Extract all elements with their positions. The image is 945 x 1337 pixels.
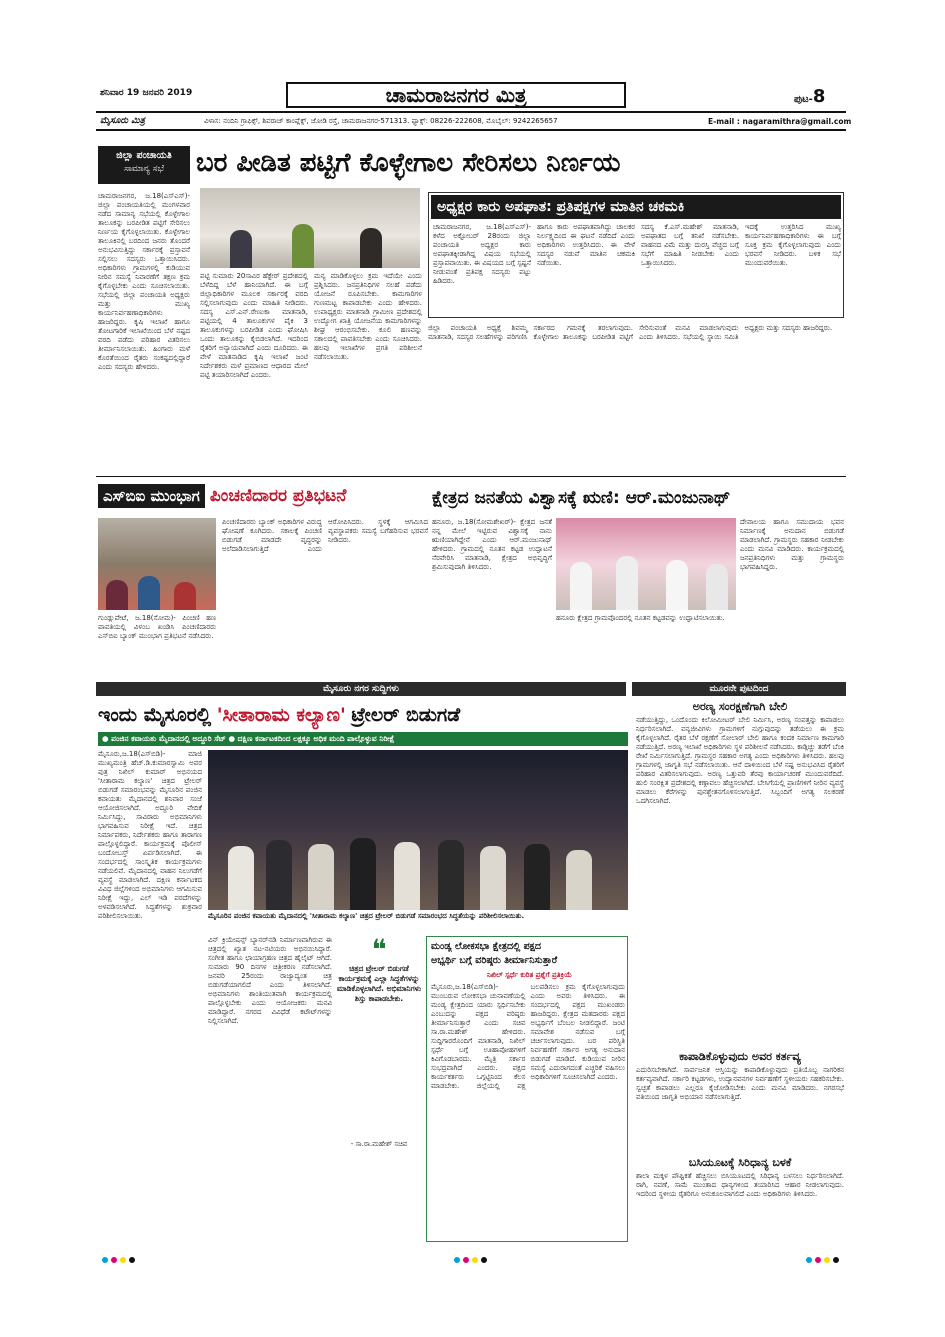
story6-box bbox=[426, 936, 628, 1242]
story2-col3: ಸದಸ್ಯ ಕೆ.ಎಸ್.ಮಹೇಶ್ ಮಾತನಾಡಿ, ಅಪಘಾತದ ಬಗ್ಗೆ ತನಿಖೆ ನಡೆಸಬೇಕು. ವಾಹನದ ವಿಮೆ ಮತ್ತು ದುರಸ್ತಿ ವೆಚ್ಚದ ಬಗ್ಗೆ ಸಭೆಗೆ ಮಾಹಿತಿ ನೀಡಬೇಕು ಎಂದು ಒತ್ತಾಯಿಸಿದರು. bbox=[641, 223, 739, 267]
story8-body: ಎದುರಿಸಬೇಕಾಗಿದೆ. ಸಾರ್ವಜನಿಕ ಆಸ್ತಿಯನ್ನು ಕಾಪಾಡಿಕೊಳ್ಳುವುದು ಪ್ರತಿಯೊಬ್ಬ ನಾಗರಿಕನ ಕರ್ತವ್ಯವಾಗಿದೆ. ಸರ್ಕಾರಿ ಕಟ್ಟಡಗಳು, ಉದ್ಯಾನವನಗಳ ನಿರ್ವಹಣೆಗೆ ಸ್ಥಳೀಯರು ಸಹಕರಿಸಬೇಕು. ಸ್ವಚ್ಛತೆ ಕಾಪಾಡಲು ಎಲ್ಲರೂ ಕೈಜೋಡಿಸಬೇಕು ಎಂದು ಮನವಿ ಮಾಡಿದರು. ನಗರಸಭೆ ವತಿಯಿಂದ ಜಾಗೃತಿ ಅಭಿಯಾನ ನಡೆಸಲಾಗುತ್ತಿದೆ. bbox=[636, 1066, 844, 1101]
masthead-rule-bottom bbox=[96, 129, 846, 131]
story2-headline: ಅಧ್ಯಕ್ಷರ ಕಾರು ಅಪಘಾತ: ಪ್ರತಿಪಕ್ಷಗಳ ಮಾತಿನ ಚಕಮಕಿ bbox=[431, 195, 841, 219]
story5-photo-caption: ಮೈಸೂರಿನ ಪಂಜಿನ ಕವಾಯತು ಮೈದಾನದಲ್ಲಿ 'ಸೀತಾರಾಮ ಕಲ್ಯಾಣ' ಚಿತ್ರದ ಟ್ರೇಲರ್ ಬಿಡುಗಡೆ ಸಮಾರಂಭದ ಸಿದ್ಧತೆಯನ್ನು ಪರಿಶೀಲಿಸಲಾಯಿತು. bbox=[208, 912, 525, 920]
story1-photo bbox=[200, 188, 420, 268]
story1-col3: ಮನ್ಯ ಮಾಡಿಕೊಳ್ಳಲು ಕ್ರಮ ಇದೆಯೇ ಎಂದು ಪ್ರಶ್ನಿಸಿದರು. ಜನಪ್ರತಿನಿಧಿಗಳ ಸಲಹೆ ಪಡೆದು ಯೋಜನೆ ರೂಪಿಸಬೇಕು. ಕಾಮಗಾರಿಗಳ ಗುಣಮಟ್ಟ ಕಾಪಾಡಬೇಕು ಎಂದು ಹೇಳಿದರು. ಉಪಾಧ್ಯಕ್ಷರು ಮಾತನಾಡಿ ಗ್ರಾಮೀಣ ಪ್ರದೇಶದಲ್ಲಿ ಉದ್ಯೋಗ ಖಾತ್ರಿ ಯೋಜನೆಯ ಕಾಮಗಾರಿಗಳನ್ನು ಶೀಘ್ರ ಆರಂಭಿಸಬೇಕು. ಕೂಲಿ ಹಣವನ್ನು ಸಕಾಲದಲ್ಲಿ ಪಾವತಿಸಬೇಕು ಎಂದು ಸೂಚಿಸಿದರು. ಹಲವು ಇಲಾಖೆಗಳ ಪ್ರಗತಿ ಪರಿಶೀಲನೆ ನಡೆಸಲಾಯಿತು. bbox=[314, 272, 422, 361]
story6-body: ಮೈಸೂರು,ಜ.18(ಎಸ್‌ಬಿಡಿ)- ಮುಂಬರುವ ಲೋಕಸಭಾ ಚುನಾವಣೆಯಲ್ಲಿ ಮಂಡ್ಯ ಕ್ಷೇತ್ರದಿಂದ ಯಾರು ಸ್ಪರ್ಧಿಸಬೇಕು ಎಂಬುದನ್ನು ಪಕ್ಷದ ವರಿಷ್ಠರು ತೀರ್ಮಾನಿಸುತ್ತಾರೆ ಎಂದು ಸಚಿವ ಸಾ.ರಾ.ಮಹೇಶ್ ಹೇಳಿದರು. ಸುದ್ದಿಗಾರರೊಂದಿಗೆ ಮಾತನಾಡಿ, ನಿಖಿಲ್ ಸ್ಪರ್ಧೆ ಬಗ್ಗೆ ಊಹಾಪೋಹಗಳಿಗೆ ಕಿವಿಗೊಡಬಾರದು. ಮೈತ್ರಿ ಸರ್ಕಾರ ಸುಭದ್ರವಾಗಿದೆ ಎಂದರು. ಪಕ್ಷದ ಕಾರ್ಯಕರ್ತರು ಒಗ್ಗಟ್ಟಿನಿಂದ ಕೆಲಸ ಮಾಡಬೇಕು. ಜಿಲ್ಲೆಯಲ್ಲಿ ಪಕ್ಷ ಬಲಪಡಿಸಲು ಕ್ರಮ ಕೈಗೊಳ್ಳಲಾಗುವುದು ಎಂದು ಅವರು ತಿಳಿಸಿದರು. ಈ ಸಂದರ್ಭದಲ್ಲಿ ಪಕ್ಷದ ಮುಖಂಡರು ಹಾಜರಿದ್ದರು. ಕ್ಷೇತ್ರದ ಮತದಾರರು ಪಕ್ಷದ ಅಭ್ಯರ್ಥಿಗೆ ಬೆಂಬಲ ನೀಡಲಿದ್ದಾರೆ. ಜಂಟಿ ಸಮಾವೇಶ ನಡೆಸುವ ಬಗ್ಗೆ ಚರ್ಚಿಸಲಾಗುವುದು. ಬರ ಪರಿಸ್ಥಿತಿ ನಿರ್ವಹಣೆಗೆ ಸರ್ಕಾರ ಅಗತ್ಯ ಅನುದಾನ ಬಿಡುಗಡೆ ಮಾಡಿದೆ. ಕುಡಿಯುವ ನೀರಿನ ಸಮಸ್ಯೆ ಎದುರಾಗದಂತೆ ಎಚ್ಚರಿಕೆ ವಹಿಸಲು ಅಧಿಕಾರಿಗಳಿಗೆ ಸೂಚಿಸಲಾಗಿದೆ ಎಂದರು. bbox=[431, 983, 625, 1090]
masthead-rule bbox=[96, 111, 846, 113]
registration-marks-center bbox=[454, 1248, 490, 1267]
masthead-title: ಚಾಮರಾಜನಗರ ಮಿತ್ರ bbox=[286, 82, 626, 108]
quote-author: - ಸಾ.ರಾ.ಮಹೇಶ್ ಸಚಿವ bbox=[350, 1140, 408, 1148]
masthead-email: E-mail : nagaramithra@gmail.com bbox=[708, 117, 852, 126]
page-label: ಪುಟ- bbox=[794, 94, 813, 105]
story3-photo bbox=[98, 518, 216, 610]
story7-body: ನಡೆಯುತ್ತಿದ್ದು, ಒಂದೊಂದು ಕಿಲೋಮೀಟರ್ ಬೇಲಿ ನಿರ್ಮಿಸಿ, ಅರಣ್ಯ ಸಂಪತ್ತನ್ನು ಕಾಪಾಡಲು ನಿರ್ಧರಿಸಲಾಗಿದೆ. ವನ್ಯಜೀವಿಗಳು ಗ್ರಾಮಗಳಿಗೆ ನುಗ್ಗುವುದನ್ನು ತಡೆಯಲು ಈ ಕ್ರಮ ಕೈಗೊಳ್ಳಲಾಗಿದೆ. ರೈತರ ಬೆಳೆ ರಕ್ಷಣೆಗೆ ಸೋಲಾರ್ ಬೇಲಿ ಹಾಗೂ ಕಂದಕ ನಿರ್ಮಾಣ ಕಾಮಗಾರಿ ನಡೆಯುತ್ತಿದೆ. ಅರಣ್ಯ ಇಲಾಖೆ ಅಧಿಕಾರಿಗಳು ಸ್ಥಳ ಪರಿಶೀಲನೆ ನಡೆಸಿದರು. ಕಾಡ್ಗಿಚ್ಚು ತಡೆಗೆ ಬೆಂಕಿ ರೇಖೆ ನಿರ್ಮಿಸಲಾಗುತ್ತಿದೆ. ಗ್ರಾಮಸ್ಥರ ಸಹಕಾರ ಅಗತ್ಯ ಎಂದು ಅಧಿಕಾರಿಗಳು ತಿಳಿಸಿದರು. ಹಲವು ಗ್ರಾಮಗಳಲ್ಲಿ ಜಾಗೃತಿ ಸಭೆ ನಡೆಸಲಾಯಿತು. ಆನೆ ದಾಳಿಯಿಂದ ಬೆಳೆ ನಷ್ಟ ಅನುಭವಿಸಿದ ರೈತರಿಗೆ ಪರಿಹಾರ ವಿತರಿಸಲಾಗುವುದು. ಅರಣ್ಯ ಒತ್ತುವರಿ ತೆರವು ಕಾರ್ಯಾಚರಣೆ ಮುಂದುವರೆದಿದೆ. ಹುಲಿ ಸಂರಕ್ಷಿತ ಪ್ರದೇಶದಲ್ಲಿ ಕಣ್ಗಾವಲು ಹೆಚ್ಚಿಸಲಾಗಿದೆ. ಬೇಸಿಗೆಯಲ್ಲಿ ಪ್ರಾಣಿಗಳಿಗೆ ನೀರಿನ ವ್ಯವಸ್ಥೆ ಮಾಡಲು ಕೆರೆಗಳನ್ನು ಪುನಶ್ಚೇತನಗೊಳಿಸಲಾಗುತ್ತಿದೆ. ಸಿಬ್ಬಂದಿಗೆ ಅಗತ್ಯ ಸಲಕರಣೆ ಒದಗಿಸಲಾಗಿದೆ. bbox=[636, 716, 844, 805]
story3-headline-part1: ಎಸ್‌ಬಿಐ ಮುಂಭಾಗ bbox=[98, 484, 205, 508]
story4-photo bbox=[556, 518, 736, 610]
section-bar-right: ಮೂರನೇ ಪುಟದಿಂದ bbox=[632, 682, 846, 696]
kicker-line2: ಸಾಮಾನ್ಯ ಸಭೆ bbox=[123, 164, 165, 174]
story5-col1: ಮೈಸೂರು,ಜ.18(ಎಸ್‌ಬಿಡಿ)- ಮಾಜಿ ಮುಖ್ಯಮಂತ್ರಿ ಹೆಚ್.ಡಿ.ಕುಮಾರಸ್ವಾಮಿ ಅವರ ಪುತ್ರ ನಿಖಿಲ್ ಕುಮಾರ್ ಅಭಿನಯದ 'ಸೀತಾರಾಮ ಕಲ್ಯಾಣ' ಚಿತ್ರದ ಟ್ರೇಲರ್ ಬಿಡುಗಡೆ ಸಮಾರಂಭವನ್ನು ಮೈಸೂರಿನ ಪಂಜಿನ ಕವಾಯತು ಮೈದಾನದಲ್ಲಿ ಶನಿವಾರ ಸಂಜೆ ಆಯೋಜಿಸಲಾಗಿದೆ. ಅದ್ದೂರಿ ವೇದಿಕೆ ನಿರ್ಮಿಸಿದ್ದು, ಸಾವಿರಾರು ಅಭಿಮಾನಿಗಳು ಭಾಗವಹಿಸುವ ನಿರೀಕ್ಷೆ ಇದೆ. ಚಿತ್ರದ ನಿರ್ಮಾಪಕರು, ನಿರ್ದೇಶಕರು ಹಾಗೂ ತಾರಾಗಣ ಪಾಲ್ಗೊಳ್ಳಲಿದ್ದಾರೆ. ಕಾರ್ಯಕ್ರಮಕ್ಕೆ ಪೊಲೀಸ್ ಬಂದೋಬಸ್ತ್ ಏರ್ಪಡಿಸಲಾಗಿದೆ. ಈ ಸಂದರ್ಭದಲ್ಲಿ ಸಾಂಸ್ಕೃತಿಕ ಕಾರ್ಯಕ್ರಮಗಳು ನಡೆಯಲಿವೆ. ಮೈದಾನದಲ್ಲಿ ವಾಹನ ನಿಲುಗಡೆಗೆ ವ್ಯವಸ್ಥೆ ಮಾಡಲಾಗಿದೆ. ದಕ್ಷಿಣ ಕರ್ನಾಟಕದ ವಿವಿಧ ಜಿಲ್ಲೆಗಳಿಂದ ಅಭಿಮಾನಿಗಳು ಆಗಮಿಸುವ ನಿರೀಕ್ಷೆ ಇದ್ದು, ಎಲ್ ಇಡಿ ಪರದೆಗಳನ್ನು ಅಳವಡಿಸಲಾಗಿದೆ. ಸಿದ್ಧತೆಗಳನ್ನು ಶುಕ್ರವಾರ ಪರಿಶೀಲಿಸಲಾಯಿತು. bbox=[98, 750, 202, 920]
story8-headline: ಕಾಪಾಡಿಕೊಳ್ಳುವುದು ಅವರ ಕರ್ತವ್ಯ bbox=[679, 1050, 801, 1063]
story3-headline-part2: ಪಿಂಚಣಿದಾರರ ಪ್ರತಿಭಟನೆ bbox=[209, 486, 347, 506]
story5-headline-part3: ಟ್ರೇಲರ್ ಬಿಡುಗಡೆ bbox=[351, 704, 461, 726]
story2-col4: ಇದಕ್ಕೆ ಉತ್ತರಿಸಿದ ಮುಖ್ಯ ಕಾರ್ಯನಿರ್ವಹಣಾಧಿಕಾರಿಗಳು ಈ ಬಗ್ಗೆ ಸೂಕ್ತ ಕ್ರಮ ಕೈಗೊಳ್ಳಲಾಗುವುದು ಎಂದು ಭರವಸೆ ನೀಡಿದರು. ಬಳಿಕ ಸಭೆ ಮುಂದುವರೆಯಿತು. bbox=[745, 223, 841, 267]
registration-marks-right bbox=[806, 1248, 842, 1267]
story1-col2: ಪಟ್ಟಿ ಸುಮಾರು 20ಸಾವಿರ ಹೆಕ್ಟೇರ್ ಪ್ರದೇಶದಲ್ಲಿ ಬೆಳೆದಿದ್ದ ಬೆಳೆ ಹಾನಿಯಾಗಿದೆ. ಈ ಬಗ್ಗೆ ಜಿಲ್ಲಾಧಿಕಾರಿಗಳ ಮೂಲಕ ಸರ್ಕಾರಕ್ಕೆ ವರದಿ ಸಲ್ಲಿಸಲಾಗುವುದು ಎಂದು ಮಾಹಿತಿ ನೀಡಿದರು. ಸದಸ್ಯ ಎಸ್.ಎನ್.ರೇಣುಕಾ ಮಾತನಾಡಿ, ಪಟ್ಟಿಯಲ್ಲಿ 4 ತಾಲೂಕುಗಳ ಪೈಕಿ 3 ತಾಲೂಕುಗಳನ್ನು ಬರಪೀಡಿತ ಎಂದು ಘೋಷಿಸಿ ಒಂದು ತಾಲೂಕನ್ನು ಕೈಬಿಡಲಾಗಿದೆ. ಇದರಿಂದ ರೈತರಿಗೆ ಅನ್ಯಾಯವಾಗಿದೆ ಎಂದು ದೂರಿದರು. ಈ ವೇಳೆ ಮಾತನಾಡಿದ ಕೃಷಿ ಇಲಾಖೆ ಜಂಟಿ ನಿರ್ದೇಶಕರು ಮಳೆ ಪ್ರಮಾಣದ ಆಧಾರದ ಮೇಲೆ ಪಟ್ಟಿ ತಯಾರಿಸಲಾಗಿದೆ ಎಂದರು. bbox=[200, 272, 308, 379]
divider-1 bbox=[96, 476, 846, 477]
story2-col1: ಚಾಮರಾಜನಗರ, ಜ.18(ಎಸ್‌ಎಸ್)- ಕಳೆದ ಅಕ್ಟೋಬರ್ 28ರಂದು ಜಿಲ್ಲಾ ಪಂಚಾಯತಿ ಅಧ್ಯಕ್ಷರ ಕಾರು ಅಪಘಾತಕ್ಕೀಡಾಗಿದ್ದ ವಿಷಯ ಸಭೆಯಲ್ಲಿ ಪ್ರಸ್ತಾಪವಾಯಿತು. ಈ ವಿಷಯದ ಬಗ್ಗೆ ಸ್ಪಷ್ಟನೆ ನೀಡುವಂತೆ ಪ್ರತಿಪಕ್ಷ ಸದಸ್ಯರು ಪಟ್ಟು ಹಿಡಿದರು. bbox=[433, 223, 531, 285]
page-number-block bbox=[794, 86, 825, 107]
story6-headline-line2: ಅಭ್ಯರ್ಥಿ ಬಗ್ಗೆ ವರಿಷ್ಠರು ತೀರ್ಮಾನಿಸುತ್ತಾರೆ bbox=[431, 955, 558, 966]
quote-box bbox=[336, 933, 422, 1242]
story4-headline: ಕ್ಷೇತ್ರದ ಜನತೆಯ ವಿಶ್ವಾಸಕ್ಕೆ ಋಣಿ: ಆರ್.ಮಂಜುನಾಥ್ bbox=[432, 488, 731, 508]
story1-kicker bbox=[98, 146, 190, 184]
story3-caption: ಗುಂಡ್ಲುಪೇಟೆ, ಜ.18(ಸೋಮ)- ಪಿಂಚಣಿ ಹಣ ಪಾವತಿಯಲ್ಲಿ ವಿಳಂಬ ಖಂಡಿಸಿ ಪಿಂಚಣಿದಾರರು ಎಸ್‌ಬಿಐ ಬ್ಯಾಂಕ್ ಮುಂಭಾಗ ಪ್ರತಿಭಟನೆ ನಡೆಸಿದರು. bbox=[98, 614, 216, 640]
story9-body: ಶಾಲಾ ಮಕ್ಕಳ ಪೌಷ್ಟಿಕತೆ ಹೆಚ್ಚಿಸಲು ಬಿಸಿಯೂಟದಲ್ಲಿ ಸಿರಿಧಾನ್ಯ ಬಳಸಲು ನಿರ್ಧರಿಸಲಾಗಿದೆ. ರಾಗಿ, ನವಣೆ, ಸಾಮೆ ಮುಂತಾದ ಧಾನ್ಯಗಳಿಂದ ತಯಾರಿಸಿದ ಆಹಾರ ನೀಡಲಾಗುವುದು. ಇದರಿಂದ ಸ್ಥಳೀಯ ರೈತರಿಗೂ ಅನುಕೂಲವಾಗಲಿದೆ ಎಂದು ಅಧಿಕಾರಿಗಳು ತಿಳಿಸಿದರು. bbox=[636, 1172, 844, 1198]
quote-text: ಚಿತ್ರದ ಟ್ರೇಲರ್ ಬಿಡುಗಡೆ ಕಾರ್ಯಕ್ರಮಕ್ಕೆ ಎಲ್ಲಾ ಸಿದ್ಧತೆಗಳನ್ನು ಮಾಡಿಕೊಳ್ಳಲಾಗಿದೆ. ಅಭಿಮಾನಿಗಳು ಶಿಸ್ತು ಕಾಪಾಡಬೇಕು. bbox=[336, 964, 422, 1003]
kicker-line1: ಜಿಲ್ಲಾ ಪಂಚಾಯತಿ bbox=[116, 150, 172, 161]
story3-body: ಪಿಂಚಣಿದಾರರು ಬ್ಯಾಂಕ್ ಅಧಿಕಾರಿಗಳ ವಿರುದ್ಧ ಘೋಷಣೆ ಕೂಗಿದರು. ಸಕಾಲಕ್ಕೆ ಪಿಂಚಣಿ ಬಿಡುಗಡೆ ಮಾಡದೇ ವೃದ್ಧರನ್ನು ಅಲೆದಾಡಿಸಲಾಗುತ್ತಿದೆ ಎಂದು ಆರೋಪಿಸಿದರು. ಸ್ಥಳಕ್ಕೆ ಆಗಮಿಸಿದ ವ್ಯವಸ್ಥಾಪಕರು ಸಮಸ್ಯೆ ಬಗೆಹರಿಸುವ ಭರವಸೆ ನೀಡಿದರು. bbox=[222, 518, 428, 553]
story5-col2: ವಿನ್ ಕ್ರಿಯೇಷನ್ಸ್ ಬ್ಯಾನರ್‌ನಡಿ ನಿರ್ಮಾಣವಾಗಿರುವ ಈ ಚಿತ್ರದಲ್ಲಿ ಖ್ಯಾತ ನಟ-ನಟಿಯರು ಅಭಿನಯಿಸಿದ್ದಾರೆ. ಸಂಗೀತ ಹಾಗೂ ಛಾಯಾಗ್ರಹಣ ಚಿತ್ರದ ಹೈಲೈಟ್ ಆಗಿದೆ. ಸುಮಾರು 90 ದಿನಗಳ ಚಿತ್ರೀಕರಣ ನಡೆಸಲಾಗಿದೆ. ಜನವರಿ 25ರಂದು ರಾಜ್ಯಾದ್ಯಂತ ಚಿತ್ರ ಬಿಡುಗಡೆಯಾಗಲಿದೆ ಎಂದು ತಿಳಿಸಲಾಗಿದೆ. ಅಭಿಮಾನಿಗಳು ಶಾಂತಿಯುತವಾಗಿ ಕಾರ್ಯಕ್ರಮದಲ್ಲಿ ಪಾಲ್ಗೊಳ್ಳಬೇಕು ಎಂದು ಆಯೋಜಕರು ಮನವಿ ಮಾಡಿದ್ದಾರೆ. ನಗರದ ವಿವಿಧೆಡೆ ಕಟೌಟ್‌ಗಳನ್ನು ನಿಲ್ಲಿಸಲಾಗಿದೆ. bbox=[208, 936, 332, 1025]
story5-headline-part1: ಇಂದು ಮೈಸೂರಲ್ಲಿ bbox=[98, 704, 212, 726]
story6-headline-line1: ಮಂಡ್ಯ ಲೋಕಸಭಾ ಕ್ಷೇತ್ರದಲ್ಲಿ ಪಕ್ಷದ bbox=[431, 941, 542, 952]
registration-marks-left bbox=[102, 1248, 138, 1267]
story4-caption: ಹನೂರು ಕ್ಷೇತ್ರದ ಗ್ರಾಮವೊಂದರಲ್ಲಿ ನೂತನ ಕಟ್ಟಡವನ್ನು ಉದ್ಘಾಟಿಸಲಾಯಿತು. bbox=[556, 614, 725, 622]
story6-subhead: ನಿಖಿಲ್ ಸ್ಪರ್ಧೆ ಕುರಿತ ಪ್ರಶ್ನೆಗೆ ಪ್ರತಿಕ್ರಿಯೆ bbox=[487, 971, 572, 979]
story5-headline bbox=[98, 700, 628, 730]
story2-col2: ಹಾಗೂ ಕಾರು ಅಪಘಾತವಾಗಿದ್ದು ಚಾಲಕರ ನಿರ್ಲಕ್ಷ್ಯದಿಂದ ಈ ಘಟನೆ ನಡೆದಿದೆ ಎಂದು ಅಧಿಕಾರಿಗಳು ಉತ್ತರಿಸಿದರು. ಈ ವೇಳೆ ಸದಸ್ಯರ ನಡುವೆ ಮಾತಿನ ಚಕಮಕಿ ನಡೆಯಿತು. bbox=[537, 223, 635, 267]
story2-box bbox=[428, 192, 844, 318]
story1-headline: ಬರ ಪೀಡಿತ ಪಟ್ಟಿಗೆ ಕೊಳ್ಳೇಗಾಲ ಸೇರಿಸಲು ನಿರ್ಣಯ bbox=[196, 148, 621, 178]
publisher-logo: ಮೈಸೂರು ಮಿತ್ರ bbox=[100, 116, 145, 126]
story4-col-right: ದೇವಾಲಯ ಹಾಗೂ ಸಮುದಾಯ ಭವನ ನಿರ್ಮಾಣಕ್ಕೆ ಅನುದಾನ ಬಿಡುಗಡೆ ಮಾಡಲಾಗಿದೆ. ಗ್ರಾಮಸ್ಥರು ಸಹಕಾರ ನೀಡಬೇಕು ಎಂದು ಮನವಿ ಮಾಡಿದರು. ಕಾರ್ಯಕ್ರಮದಲ್ಲಿ ಜನಪ್ರತಿನಿಧಿಗಳು ಮತ್ತು ಗ್ರಾಮಸ್ಥರು ಭಾಗವಹಿಸಿದ್ದರು. bbox=[740, 518, 844, 571]
story5-photo bbox=[208, 750, 628, 910]
story4-body: ಹನೂರು, ಜ.18(ಸೋಮಶೇಖರ್)- ಕ್ಷೇತ್ರದ ಜನತೆ ನನ್ನ ಮೇಲೆ ಇಟ್ಟಿರುವ ವಿಶ್ವಾಸಕ್ಕೆ ನಾನು ಋಣಿಯಾಗಿದ್ದೇನೆ ಎಂದು ಆರ್.ಮಂಜುನಾಥ್ ಹೇಳಿದರು. ಗ್ರಾಮದಲ್ಲಿ ನೂತನ ಕಟ್ಟಡ ಉದ್ಘಾಟನೆ ನೆರವೇರಿಸಿ ಮಾತನಾಡಿ, ಕ್ಷೇತ್ರದ ಅಭಿವೃದ್ಧಿಗೆ ಶ್ರಮಿಸುವುದಾಗಿ ತಿಳಿಸಿದರು. bbox=[432, 518, 552, 571]
story5-deck: ● ಪಂಜಿನ ಕವಾಯತು ಮೈದಾನದಲ್ಲಿ ಅದ್ದೂರಿ ಸೆಟ್ ● ದಕ್ಷಿಣ ಕರ್ನಾಟಕದಿಂದ ಲಕ್ಷಕ್ಕೂ ಅಧಿಕ ಮಂದಿ ಪಾಲ್ಗೊಳ್ಳುವ ನಿರೀಕ್ಷೆ bbox=[98, 732, 628, 746]
story9-headline: ಬಸಿಯೂಟಕ್ಕೆ ಸಿರಿಧಾನ್ಯ ಬಳಕೆ bbox=[688, 1156, 792, 1169]
masthead-address: ವಿಳಾಸ: ನಂದಿನಿ ಗ್ರಾಫಿಕ್ಸ್, ಶಿವರಾಜ್ ಕಾಂಪ್ಲೆಕ್ಸ್, ಜೋಡಿ ರಸ್ತೆ, ಚಾಮರಾಜನಗರ-571313. ಫ್ಯಾಕ್ಸ್: 08226-222608, ಮೊಬೈಲ್: 9242265657 bbox=[204, 117, 558, 125]
story3-headline bbox=[98, 484, 428, 512]
story1-col1: ಚಾಮರಾಜನಗರ, ಜ.18(ಎಸ್‌ಎಸ್)- ಜಿಲ್ಲಾ ಪಂಚಾಯತಿಯಲ್ಲಿ ಮಂಗಳವಾರ ನಡೆದ ಸಾಮಾನ್ಯ ಸಭೆಯಲ್ಲಿ ಕೊಳ್ಳೇಗಾಲ ತಾಲೂಕನ್ನು ಬರಪೀಡಿತ ಪಟ್ಟಿಗೆ ಸೇರಿಸಲು ನಿರ್ಣಯ ಕೈಗೊಳ್ಳಲಾಯಿತು. ಕೊಳ್ಳೇಗಾಲ ತಾಲೂಕಿನಲ್ಲಿ ಬರದಿಂದ ಜನರು ತೊಂದರೆ ಅನುಭವಿಸುತ್ತಿದ್ದು ಸರ್ಕಾರಕ್ಕೆ ಪ್ರಸ್ತಾವನೆ ಸಲ್ಲಿಸಲು ಸದಸ್ಯರು ಒತ್ತಾಯಿಸಿದರು. ಅಧಿಕಾರಿಗಳು ಗ್ರಾಮಗಳಲ್ಲಿ ಕುಡಿಯುವ ನೀರಿನ ಸಮಸ್ಯೆ ನಿವಾರಣೆಗೆ ತಕ್ಷಣ ಕ್ರಮ ಕೈಗೊಳ್ಳಬೇಕು ಎಂದು ಸೂಚಿಸಲಾಯಿತು. ಸಭೆಯಲ್ಲಿ ಜಿಲ್ಲಾ ಪಂಚಾಯತಿ ಅಧ್ಯಕ್ಷರು ಮತ್ತು ಮುಖ್ಯ ಕಾರ್ಯನಿರ್ವಹಣಾಧಿಕಾರಿಗಳು ಹಾಜರಿದ್ದರು. ಕೃಷಿ ಇಲಾಖೆ ಹಾಗೂ ತೋಟಗಾರಿಕೆ ಇಲಾಖೆಯಿಂದ ಬೆಳೆ ನಷ್ಟದ ವರದಿ ಪಡೆದು ಪರಿಹಾರ ವಿತರಿಸಲು ತೀರ್ಮಾನಿಸಲಾಯಿತು. ಹಿಂಗಾರು ಮಳೆ ಕೊರತೆಯಿಂದ ರೈತರು ಸಂಕಷ್ಟದಲ್ಲಿದ್ದಾರೆ ಎಂದು ಸದಸ್ಯರು ಹೇಳಿದರು. bbox=[98, 192, 190, 371]
quote-mark-icon: ❝ bbox=[371, 933, 387, 966]
story7-headline: ಅರಣ್ಯ ಸಂರಕ್ಷಣೆಗಾಗಿ ಬೇಲಿ bbox=[692, 700, 788, 713]
section-bar-left: ಮೈಸೂರು ನಗರ ಸುದ್ದಿಗಳು bbox=[96, 682, 626, 696]
masthead-date: ಶನಿವಾರ 19 ಜನವರಿ 2019 bbox=[100, 88, 193, 98]
page-number: 8 bbox=[812, 86, 826, 107]
masthead bbox=[96, 83, 852, 134]
story1-col4: ಜಿಲ್ಲಾ ಪಂಚಾಯತಿ ಅಧ್ಯಕ್ಷೆ ಶಿವಮ್ಮ ಮಾತನಾಡಿ, ಸದಸ್ಯರ ಸಲಹೆಗಳನ್ನು ಪರಿಗಣಿಸಿ ಸರ್ಕಾರದ ಗಮನಕ್ಕೆ ತರಲಾಗುವುದು. ಕೊಳ್ಳೇಗಾಲ ತಾಲೂಕನ್ನು ಬರಪೀಡಿತ ಪಟ್ಟಿಗೆ ಸೇರಿಸುವಂತೆ ಮನವಿ ಮಾಡಲಾಗುವುದು ಎಂದು ತಿಳಿಸಿದರು. ಸಭೆಯಲ್ಲಿ ಸ್ಥಾಯಿ ಸಮಿತಿ ಅಧ್ಯಕ್ಷರು ಮತ್ತು ಸದಸ್ಯರು ಹಾಜರಿದ್ದರು. bbox=[428, 324, 833, 341]
story5-headline-part2: 'ಸೀತಾರಾಮ ಕಲ್ಯಾಣ' bbox=[216, 704, 346, 726]
